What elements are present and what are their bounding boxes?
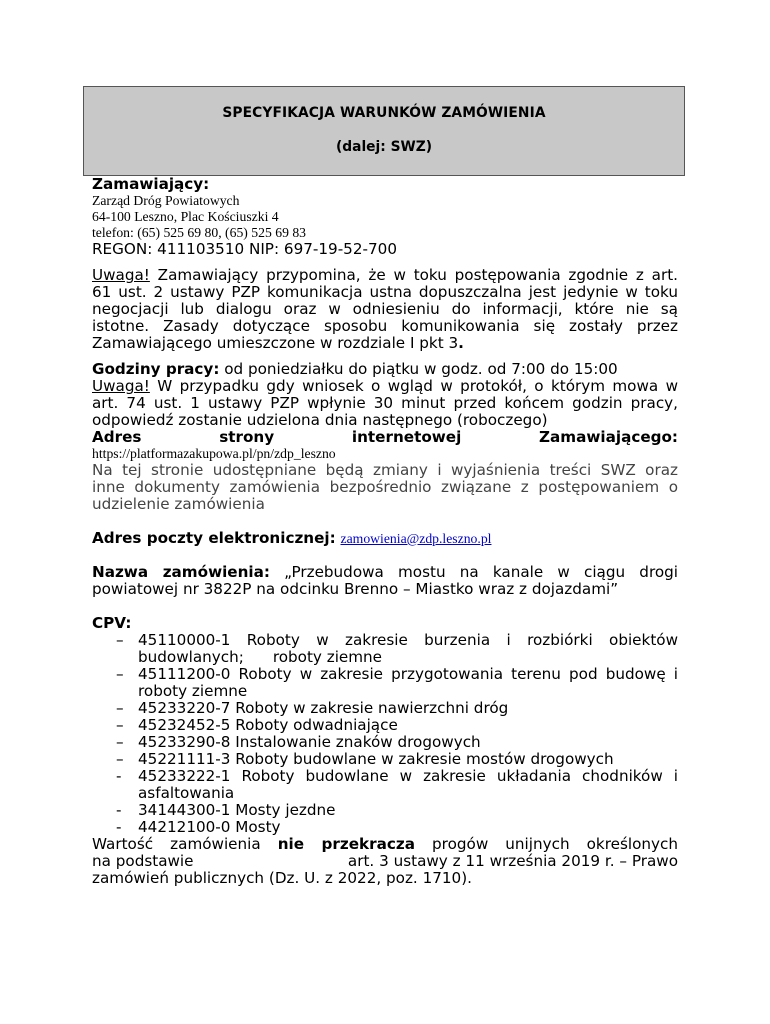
- website-url[interactable]: https://platformazakupowa.pl/pn/zdp_leszno: [92, 446, 336, 461]
- document-subtitle: (dalej: SWZ): [335, 139, 433, 155]
- cpv-item: - 44212100-0 Mosty: [116, 818, 281, 836]
- cpv-item: – 45233290-8 Instalowanie znaków drogowych: [116, 733, 481, 751]
- order-value-paragraph: Wartość zamówienia nie przekracza progów unijnych określonych na podstawie art. 3 ustawy z 11 września 2019 r. – Prawo zamówień publicznych (Dz. U. z 2022, poz. 1710).: [92, 835, 678, 887]
- email-label: Adres poczty elektronicznej:: [92, 529, 336, 547]
- zamawiajacy-address: 64-100 Leszno, Plac Kościuszki 4: [92, 209, 279, 224]
- cpv-item: – 45221111-3 Roboty budowlane w zakresie mostów drogowych: [116, 750, 614, 768]
- cpv-item: – 45233220-7 Roboty w zakresie nawierzchni dróg: [116, 699, 509, 717]
- cpv-item: – 45232452-5 Roboty odwadniające: [116, 716, 398, 734]
- regon-nip: REGON: 411103510 NIP: 697-19-52-700: [92, 240, 397, 258]
- cpv-list: [92, 632, 678, 836]
- website-note: Na tej stronie udostępniane będą zmiany i wyjaśnienia treści SWZ oraz inne dokumenty zamówienia bezpośrednio związane z postępowaniem o udzielenie zamówienia: [92, 461, 678, 513]
- cpv-item: - 45233222-1 Roboty budowlane w zakresie układania chodników i asfaltowania: [116, 767, 678, 802]
- email-link[interactable]: zamowienia@zdp.leszno.pl: [340, 531, 492, 546]
- uwaga-paragraph-1: Uwaga! Zamawiający przypomina, że w toku postępowania zgodnie z art. 61 ust. 2 ustawy PZP komunikacja ustna dopuszczalna jest jedynie w toku negocjacji lub dialogu oraz w odniesieniu do informacji, które nie są istotne. Zasady dotyczące sposobu komunikowania się zostały przez Zamawiającego umieszczone w rozdziale I pkt 3.: [92, 266, 678, 352]
- website-label: Adres strony internetowej Zamawiającego:: [92, 428, 678, 446]
- document-title: SPECYFIKACJA WARUNKÓW ZAMÓWIENIA: [222, 105, 546, 121]
- cpv-item: - 34144300-1 Mosty jezdne: [116, 801, 336, 819]
- working-hours: Godziny pracy: od poniedziałku do piątku w godz. od 7:00 do 15:00: [92, 360, 618, 378]
- email-line: [92, 530, 678, 547]
- zamawiajacy-phone: telefon: (65) 525 69 80, (65) 525 69 83: [92, 225, 307, 240]
- cpv-item: – 45110000-1 Roboty w zakresie burzenia i rozbiórki obiektów budowlanych; roboty ziemne: [116, 631, 678, 666]
- cpv-item: – 45111200-0 Roboty w zakresie przygotowania terenu pod budowę i roboty ziemne: [116, 665, 678, 700]
- order-name: Nazwa zamówienia: „Przebudowa mostu na kanale w ciągu drogi powiatowej nr 3822P na odcinku Brenno – Miastko wraz z dojazdami”: [92, 563, 679, 598]
- cpv-label: CPV:: [92, 614, 132, 632]
- document-body: [92, 176, 678, 887]
- uwaga-label: Uwaga!: [92, 266, 150, 284]
- uwaga-paragraph-2: Uwaga! W przypadku gdy wniosek o wgląd w protokół, o którym mowa w art. 74 ust. 1 ustawy PZP wpłynie 30 minut przed końcem godzin pracy, odpowiedź zostanie udzielona dnia następnego (roboczego): [92, 377, 678, 429]
- title-box: [83, 86, 685, 176]
- uwaga-label: Uwaga!: [92, 377, 150, 395]
- zamawiajacy-name: Zarząd Dróg Powiatowych: [92, 193, 240, 208]
- zamawiajacy-label: Zamawiający:: [92, 175, 210, 193]
